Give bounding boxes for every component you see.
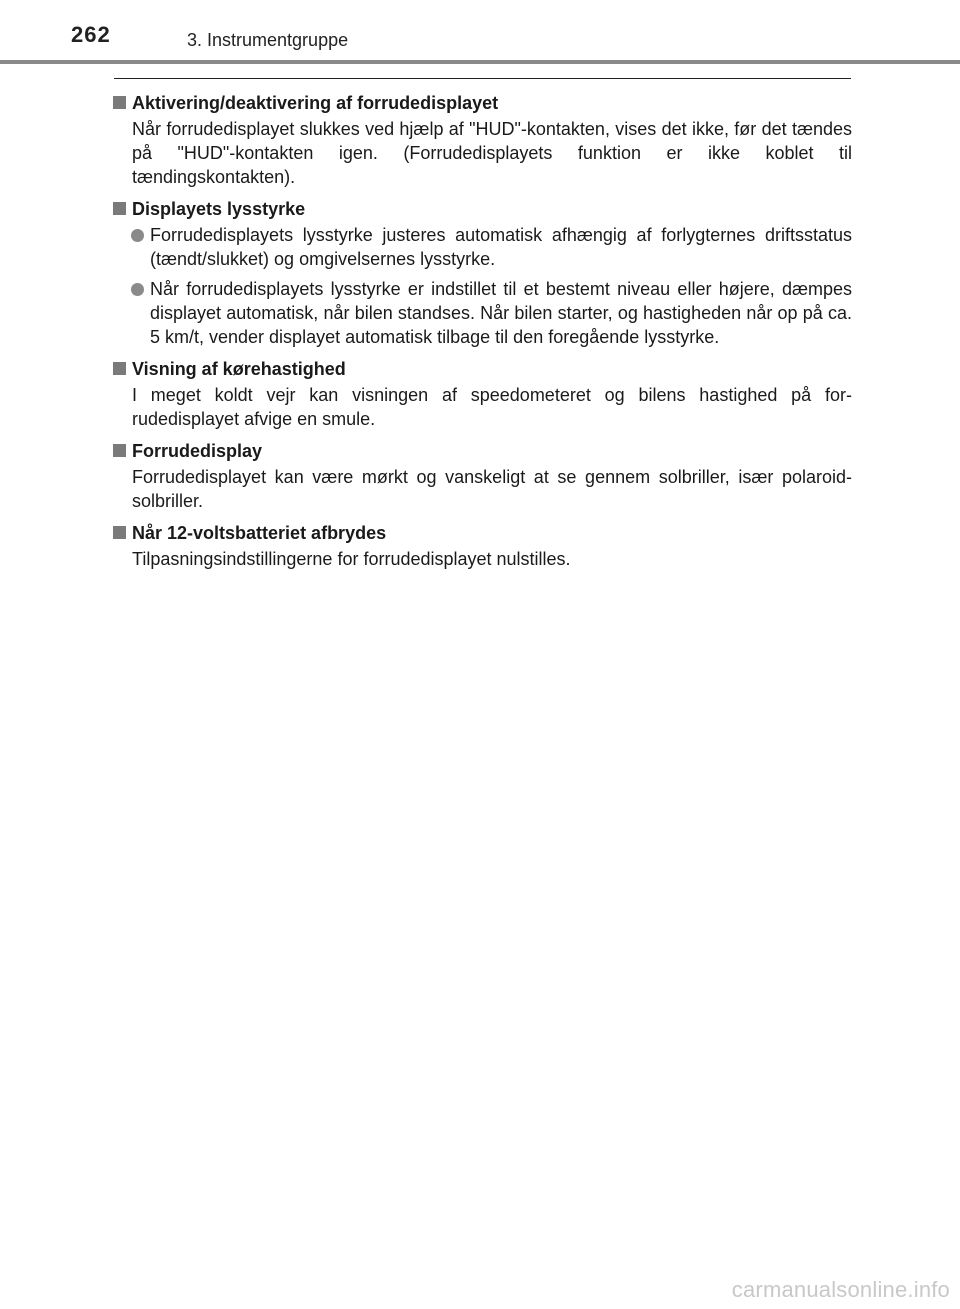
square-bullet-icon [113,202,126,215]
bullet-item [112,277,852,349]
section-hud-activation [112,90,852,189]
header-divider [0,60,960,64]
bullet-text: Når forrudedisplayets lysstyrke er indstillet til et bestemt niveau eller højere, dæmpes displayet automatisk, når bilen standses. Når bilen starter, og hastigheden når op på ca. 5 km/t, vender displayet automatisk tilbage til den foregående lysstyrke. [150,279,852,347]
section-paragraph: I meget koldt vejr kan visningen af speedometeret og bilens hastighed på for-rudedisplayet afvige en smule. [132,385,852,429]
watermark-text: carmanualsonline.info [731,1277,950,1302]
square-bullet-icon [113,362,126,375]
bullet-item [112,223,852,271]
section-heading [112,438,852,464]
square-bullet-icon [113,444,126,457]
section-heading [112,90,852,116]
section-battery-disconnect [112,520,852,571]
round-bullet-icon [131,283,144,296]
section-paragraph: Når forrudedisplayet slukkes ved hjælp af "HUD"-kontakten, vises det ikke, før det tændes på "HUD"-kontakten igen. (Forrudedisplayets funktion er ikke koblet til tændingskontakten). [132,119,852,187]
page-header [0,0,960,64]
square-bullet-icon [113,96,126,109]
section-head-up-display [112,438,852,513]
section-heading-text: Aktivering/deaktivering af forrudedisplayet [132,93,499,113]
section-display-brightness [112,196,852,349]
section-heading [112,356,852,382]
section-divider [114,78,851,79]
round-bullet-icon [131,229,144,242]
section-speed-display [112,356,852,431]
page-number: 262 [71,22,111,47]
bullet-text: Forrudedisplayets lysstyrke justeres automatisk afhængig af forlygternes driftsstatus (tændt/slukket) og omgivelsernes lysstyrke. [150,225,852,269]
section-heading-text: Forrudedisplay [132,441,263,461]
section-heading [112,520,852,546]
page-content [112,90,852,578]
section-paragraph: Tilpasningsindstillingerne for forrudedisplayet nulstilles. [132,549,571,569]
square-bullet-icon [113,526,126,539]
section-paragraph: Forrudedisplayet kan være mørkt og vanskeligt at se gennem solbriller, især polaroid-solbriller. [132,467,852,511]
section-heading-text: Displayets lysstyrke [132,199,306,219]
chapter-title: 3. Instrumentgruppe [187,30,349,50]
section-heading-text: Visning af kørehastighed [132,359,346,379]
section-heading [112,196,852,222]
section-heading-text: Når 12-voltsbatteriet afbrydes [132,523,387,543]
